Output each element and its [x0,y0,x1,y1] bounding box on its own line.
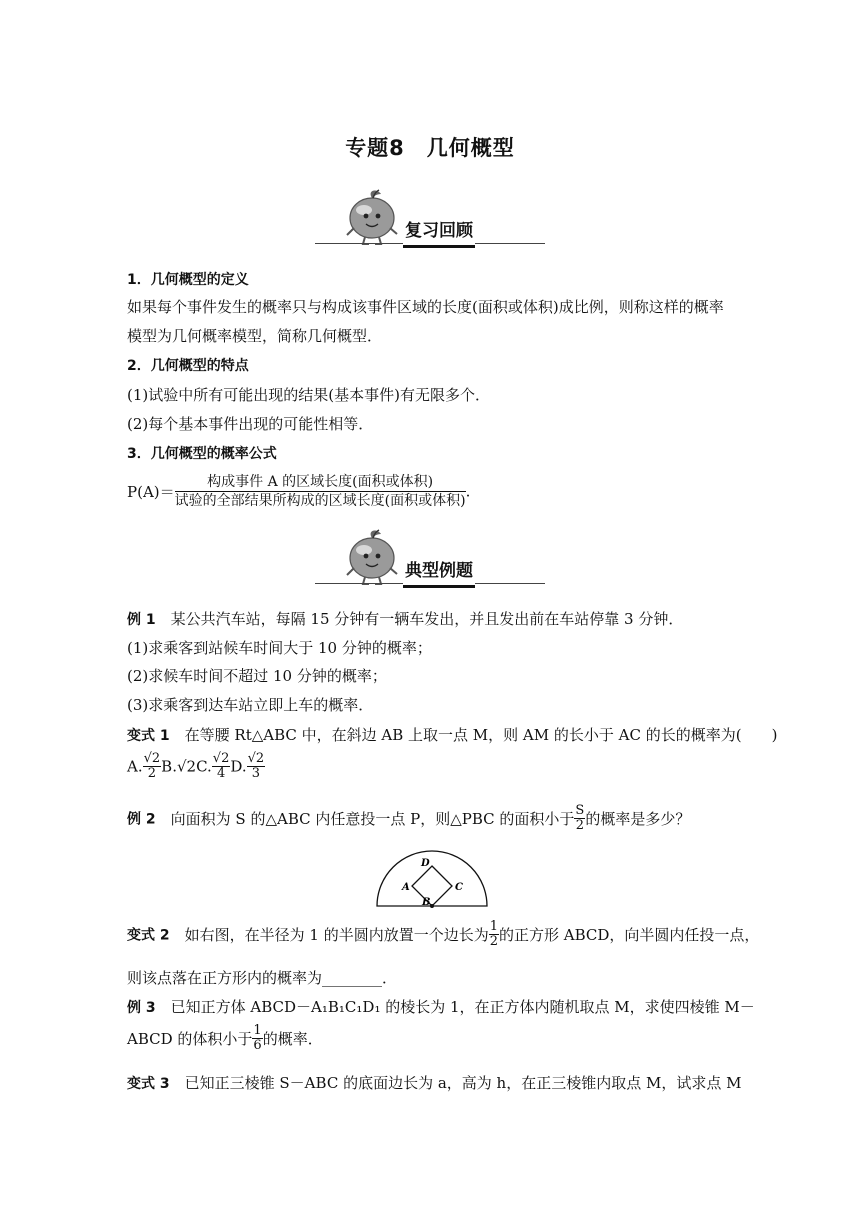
example-2-label: 例 2 [127,811,156,828]
option-d-denominator: 3 [251,766,261,781]
section-label-examples: 典型例题 [403,556,475,588]
variant-2-denominator: 2 [489,934,499,949]
option-d-numerator: √2 [247,751,265,766]
option-b: B.√2 [161,757,197,776]
review-para-2b: (2)每个基本事件出现的可能性相等． [127,415,374,433]
formula-denominator: 试验的全部结果所构成的区域长度(面积或体积) [174,493,466,509]
example-2-text-b: 的概率是多少？ [585,810,691,828]
example-2 [127,804,690,833]
variant-2-text-a: 如右图，在半径为 1 的半圆内放置一个边长为 [184,926,489,944]
apple-mascot-icon [337,188,407,246]
variant-2-text-b: 的正方形 ABCD，向半圆内任投一点， [499,926,760,944]
review-heading-2: 2．几何概型的特点 [127,358,249,374]
review-heading-3: 3．几何概型的概率公式 [127,446,277,462]
formula-numerator: 构成事件 A 的区域长度(面积或体积) [175,473,466,492]
formula-end: . [465,482,471,501]
option-a-fraction [143,752,162,781]
option-d-label: D. [230,757,247,776]
variant-3-text: 已知正三棱锥 S－ABC 的底面边长为 a，高为 h，在正三棱锥内取点 M，试求点 M [184,1074,742,1092]
semicircle-outline [377,851,487,906]
example-3-numerator: 1 [253,1023,262,1038]
example-1-label: 例 1 [127,612,156,628]
vertex-c-label: C [455,882,463,893]
option-c-fraction [212,752,231,781]
example-3-fraction [252,1024,262,1053]
review-heading-1: 1．几何概型的定义 [127,272,249,288]
vertex-d-label: D [421,858,430,869]
variant-3 [127,1072,741,1095]
example-1-text: 某公共汽车站，每隔 15 分钟有一辆车发出，并且发出前在车站停靠 3 分钟． [170,610,684,628]
variant-2-fraction [489,920,499,949]
variant-1 [127,724,777,747]
center-point [430,904,434,908]
example-3 [127,996,755,1019]
semicircle-square-figure [372,848,492,912]
example-1 [127,608,683,631]
variant-2-line-2: 则该点落在正方形内的概率为________． [127,969,398,987]
formula-lhs: P(A)＝ [127,483,175,501]
variant-2 [127,920,759,949]
formula-fraction [175,473,466,510]
example-3-text-c: 的概率． [262,1030,323,1048]
section-banner-examples [315,528,545,588]
example-3-text-b: ABCD 的体积小于 [127,1030,253,1048]
review-para-1b: 模型为几何概率模型，简称几何概型． [127,327,383,345]
page-title: 专题8 几何概型 [345,136,515,160]
probability-formula [127,473,470,510]
example-1-q3: (3)求乘客到达车站立即上车的概率． [127,696,374,714]
option-a-denominator: 2 [147,766,157,781]
example-2-text-a: 向面积为 S 的△ABC 内任意投一点 P，则△PBC 的面积小于 [170,810,575,828]
option-c-denominator: 4 [216,766,226,781]
review-para-2a: (1)试验中所有可能出现的结果(基本事件)有无限多个． [127,386,490,404]
variant-1-text: 在等腰 Rt△ABC 中，在斜边 AB 上取一点 M，则 AM 的长小于 AC 的长的概率为( ) [184,726,778,744]
option-a-numerator: √2 [143,751,161,766]
variant-2-numerator: 1 [489,919,499,934]
variant-1-label: 变式 1 [127,728,170,744]
example-3-line-2 [127,1024,323,1053]
example-2-denominator: 2 [575,818,584,833]
example-3-label: 例 3 [127,1000,156,1016]
inscribed-square [412,866,452,906]
variant-2-label: 变式 2 [127,927,170,944]
option-a-label: A. [127,757,143,776]
review-para-1a: 如果每个事件发生的概率只与构成该事件区域的长度(面积或体积)成比例，则称这样的概率 [127,298,724,316]
example-2-fraction [574,804,585,833]
vertex-a-label: A [402,882,410,893]
example-3-text-a: 已知正方体 ABCD－A₁B₁C₁D₁ 的棱长为 1，在正方体内随机取点 M，求使四棱锥 M－ [170,998,755,1016]
example-2-numerator: S [575,803,585,818]
apple-mascot-icon [337,528,407,586]
option-d-fraction [247,752,266,781]
vertex-b-label: B [422,897,431,908]
example-3-denominator: 6 [253,1038,262,1053]
variant-1-options [127,752,265,781]
example-1-q1: (1)求乘客到站候车时间大于 10 分钟的概率； [127,639,432,657]
section-label-review: 复习回顾 [403,216,475,248]
option-c-numerator: √2 [212,751,230,766]
section-banner-review [315,188,545,248]
option-c-label: C. [196,757,212,776]
variant-3-label: 变式 3 [127,1076,170,1092]
example-1-q2: (2)求候车时间不超过 10 分钟的概率； [127,667,387,685]
